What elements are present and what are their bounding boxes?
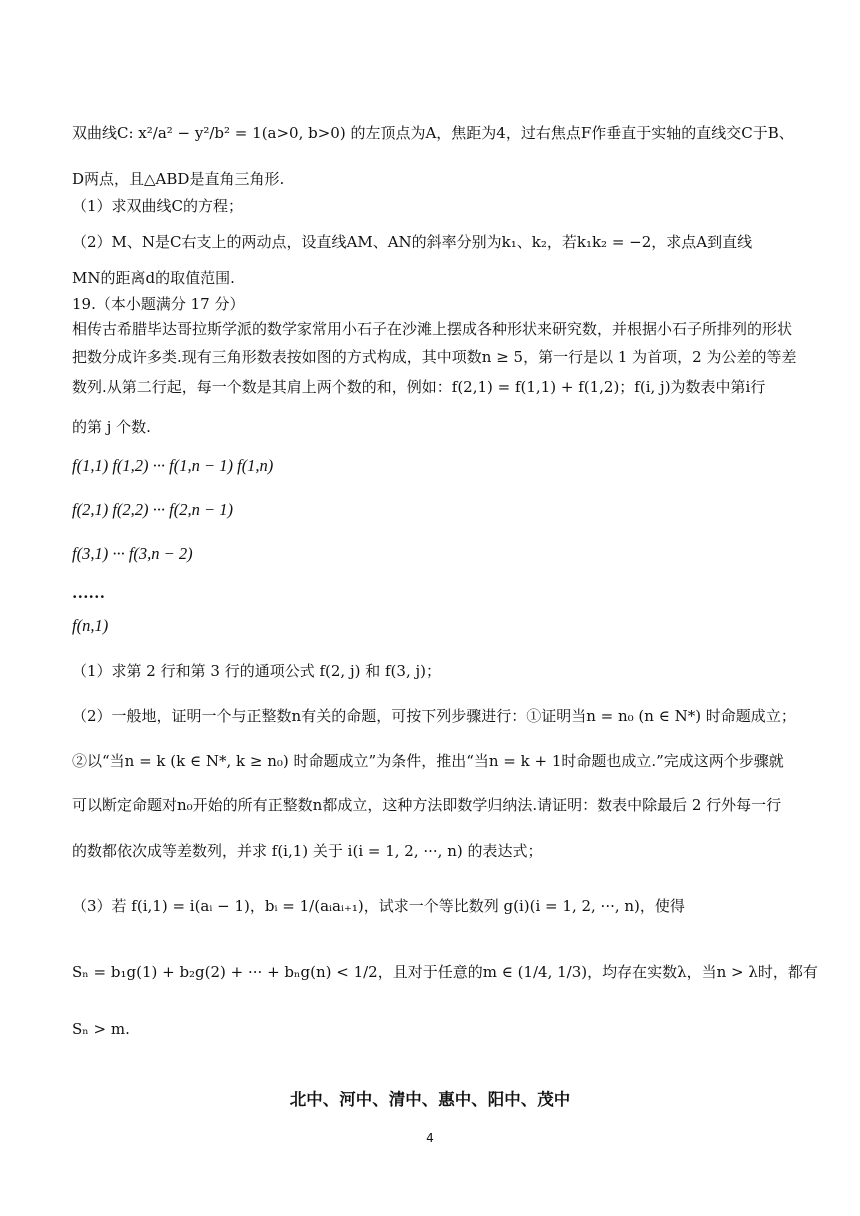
- problem19-part1: （1）求第 2 行和第 3 行的通项公式 f(2, j) 和 f(3, j)；: [72, 662, 441, 680]
- problem19-intro-line1: 相传古希腊毕达哥拉斯学派的数学家常用小石子在沙滩上摆成各种形状来研究数，并根据小石子所排列的形状: [72, 320, 793, 338]
- problem19-part2-line2: ②以“当n = k (k ∈ N*, k ≥ n₀) 时命题成立”为条件，推出“当n = k + 1时命题也成立.”完成这两个步骤就: [72, 752, 784, 770]
- page-number: 4: [426, 1131, 434, 1145]
- table-row-1: f(1,1) f(1,2) ··· f(1,n − 1) f(1,n): [72, 456, 274, 475]
- table-row-2: f(2,1) f(2,2) ··· f(2,n − 1): [72, 500, 233, 519]
- problem19-part3-line1: （3）若 f(i,1) = i(aᵢ − 1)，bᵢ = 1/(aᵢaᵢ₊₁)，试求一个等比数列 g(i)(i = 1, 2, ···, n)，使得: [72, 897, 685, 915]
- problem18-part2-line1: （2）M、N是C右支上的两动点，设直线AM、AN的斜率分别为k₁、k₂，若k₁k₂ = −2，求点A到直线: [72, 233, 753, 251]
- table-ellipsis: ……: [72, 583, 105, 602]
- problem18-part1: （1）求双曲线C的方程；: [72, 197, 244, 215]
- problem19-intro-line3: 数列.从第二行起，每一个数是其肩上两个数的和，例如：f(2,1) = f(1,1) + f(1,2)；f(i, j)为数表中第i行: [72, 378, 766, 396]
- problem19-header: 19.（本小题满分 17 分）: [72, 295, 245, 313]
- problem18-part2-line2: MN的距离d的取值范围.: [72, 269, 235, 287]
- problem19-intro-line2: 把数分成许多类.现有三角形数表按如图的方式构成，其中项数n ≥ 5，第一行是以 1 为首项，2 为公差的等差: [72, 348, 797, 366]
- problem19-part3-line2: Sₙ = b₁g(1) + b₂g(2) + ··· + bₙg(n) < 1/2，且对于任意的m ∈ (1/4, 1/3)，均存在实数λ，当n > λ时，都有: [72, 963, 818, 981]
- problem18-line2: D两点，且△ABD是直角三角形.: [72, 170, 285, 188]
- footer-schools: 北中、河中、清中、惠中、阳中、茂中: [289, 1090, 571, 1109]
- problem19-part2-line4: 的数都依次成等差数列，并求 f(i,1) 关于 i(i = 1, 2, ···, n) 的表达式；: [72, 842, 543, 860]
- table-row-3: f(3,1) ··· f(3,n − 2): [72, 544, 193, 563]
- problem19-part3-line3: Sₙ > m.: [72, 1020, 130, 1038]
- problem19-part2-line3: 可以断定命题对n₀开始的所有正整数n都成立，这种方法即数学归纳法.请证明：数表中除最后 2 行外每一行: [72, 796, 782, 814]
- table-row-last: f(n,1): [72, 616, 109, 635]
- problem19-part2-line1: （2）一般地，证明一个与正整数n有关的命题，可按下列步骤进行：①证明当n = n₀ (n ∈ N*) 时命题成立；: [72, 707, 796, 725]
- problem18-line1: 双曲线C: x²/a² − y²/b² = 1(a>0, b>0) 的左顶点为A，焦距为4，过右焦点F作垂直于实轴的直线交C于B、: [72, 124, 794, 142]
- problem19-intro-line4: 的第 j 个数.: [72, 418, 151, 436]
